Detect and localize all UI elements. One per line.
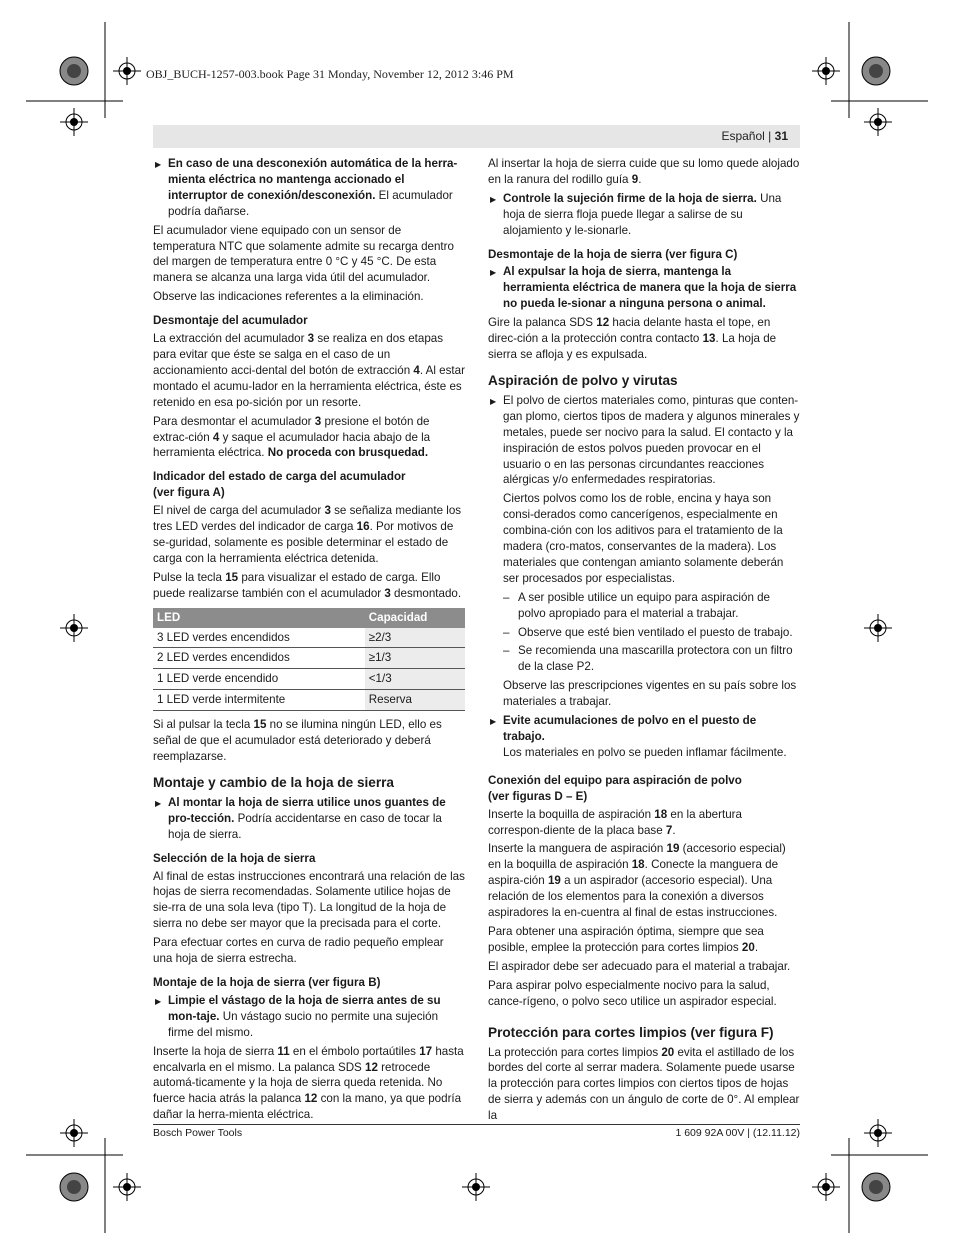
table-row: 3 LED verdes encendidos ≥2/3 <box>153 628 465 648</box>
paragraph: Al final de estas instrucciones encontrará una relación de las hojas de sierra recomendadas. Solamente utilice hojas de sie-rra de una sola leva (tipo T). La longitud de la hoja de sierra no debe ser mayor que la precisada para el corte. <box>153 869 465 931</box>
table-row: 1 LED verde encendido <1/3 <box>153 669 465 690</box>
table-row: 2 LED verdes encendidos ≥1/3 <box>153 648 465 669</box>
paragraph: El acumulador viene equipado con un sensor de temperatura NTC que solamente admite su recarga dentro del margen de temperatura entre 0 °C y 45 °C. De esta manera se alcanza una larga vida útil del acumulador. <box>153 223 454 285</box>
footer-brand: Bosch Power Tools <box>153 1127 243 1139</box>
table-header: LED <box>153 608 365 628</box>
footer-rule <box>153 1124 800 1125</box>
subheading: Selección de la hoja de sierra <box>153 851 316 865</box>
paragraph: Para desmontar el acumulador 3 presione el botón de extrac-ción 4 y saque el acumulador hacia abajo de la herramienta eléctrica. No proceda con brusquedad. <box>153 414 431 460</box>
paragraph: La extracción del acumulador 3 se realiza en dos etapas para evitar que éste se salga en el caso de un accionamiento acci-dental del botón de extracción 4. Al estar montado el acumu-lador en la herramienta eléctrica, éste es retenido en esa po-sición por un resorte. <box>153 332 465 409</box>
left-column <box>153 156 465 1126</box>
paragraph: Inserte la boquilla de aspiración 18 en la abertura correspon-diente de la placa base 7. <box>488 807 742 837</box>
header-language: Español <box>721 129 765 143</box>
section-heading: Protección para cortes limpios (ver figura F) <box>488 1024 774 1040</box>
running-header <box>153 125 800 148</box>
subheading: Indicador del estado de carga del acumulador (ver figura A) <box>153 470 406 500</box>
led-capacity-table <box>153 608 465 712</box>
list-item: – Observe que esté bien ventilado el puesto de trabajo. <box>488 625 800 641</box>
paragraph: Observe las prescripciones vigentes en su país sobre los materiales a trabajar. <box>503 679 797 709</box>
table-row: 1 LED verde intermitente Reserva <box>153 690 465 711</box>
paragraph: La protección para cortes limpios 20 evita el astillado de los bordes del corte al serrar madera. Solamente puede usarse la protección para cortes limpios con ciertos tipos de hojas de sierra y además con un ángulo de corte de 0°. Al emplear la <box>488 1045 800 1123</box>
safety-bullet: ▶ Limpie el vástago de la hoja de sierra antes de su mon-taje. Un vástago sucio no permite una sujeción firme del mismo. <box>153 993 465 1041</box>
safety-bullet: ▶ Al montar la hoja de sierra utilice unos guantes de pro-tección. Podría accidentarse en caso de tocar la hoja de sierra. <box>153 795 465 843</box>
safety-bullet: ▶ El polvo de ciertos materiales como, pinturas que conten-gan plomo, ciertos tipos de madera y algunos minerales y metales, puede ser nocivo para la salud. El contacto y la inspiración de estos polvos pueden provocar en el usuario o en las personas circundantes reacciones alérgicas y/o enfermedades respiratorias. <box>488 393 800 488</box>
paragraph: Ciertos polvos como los de roble, encina y haya son consi-derados como cancerígenos, especialmente en combina-ción con los aditivos para el tratamiento de la madera (cro-matos, conservantes de la madera). Los materiales que contengan amianto solamente deberán ser procesados por especialistas. <box>503 492 784 585</box>
paragraph: Para obtener una aspiración óptima, siempre que sea posible, emplee la protección para cortes limpios 20. <box>488 924 764 954</box>
safety-bullet: ▶ Evite acumulaciones de polvo en el puesto de trabajo. Los materiales en polvo se pueden inflamar fácilmente. <box>488 713 800 761</box>
paragraph: Si al pulsar la tecla 15 no se ilumina ningún LED, ello es señal de que el acumulador está deteriorado y deberá reemplazarse. <box>153 718 442 763</box>
paragraph: Para efectuar cortes en curva de radio pequeño emplear una hoja de sierra estrecha. <box>153 936 444 966</box>
paragraph: El aspirador debe ser adecuado para el material a trabajar. <box>488 959 791 973</box>
subheading: Conexión del equipo para aspiración de polvo (ver figuras D – E) <box>488 773 742 803</box>
print-slug: OBJ_BUCH-1257-003.book Page 31 Monday, November 12, 2012 3:46 PM <box>146 67 514 81</box>
paragraph: El nivel de carga del acumulador 3 se señaliza mediante los tres LED verdes del indicador de carga 16. Por motivos de se-guridad, solamente es posible determinar el estado de carga con la herramienta eléctrica detenida. <box>153 504 462 565</box>
footer-code: 1 609 92A 00V | (12.11.12) <box>675 1127 800 1139</box>
list-item: – Se recomienda una mascarilla protectora con un filtro de la clase P2. <box>488 643 800 675</box>
paragraph: Inserte la manguera de aspiración 19 (accesorio especial) en la boquilla de aspiración 18. Conecte la manguera de aspira-ción 19 a un aspirador (accesorio especial). Una relación de los elementos para la conexión a diversos aspiradores la en-cuentra al final de estas instrucciones. <box>488 842 786 920</box>
header-text <box>721 129 788 143</box>
header-separator: | <box>768 129 772 143</box>
section-heading: Montaje y cambio de la hoja de sierra <box>153 774 394 790</box>
paragraph: Inserte la hoja de sierra 11 en el émbolo portaútiles 17 hasta encalvarla en el mismo. La palanca SDS 12 retrocede automá-ticamente y la hoja de sierra queda retenida. No fuerce hacia atrás la palanca 12 con la mano, ya que podría dañar la herra-mienta eléctrica. <box>153 1044 464 1122</box>
page-number: 31 <box>774 129 788 143</box>
table-header: Capacidad <box>365 608 465 628</box>
safety-bullet: ▶ En caso de una desconexión automática de la herra-mienta eléctrica no mantenga accionado el interruptor de conexión/desconexión. El acumulador podría dañarse. <box>153 156 465 220</box>
right-column <box>488 156 800 1127</box>
paragraph: Al insertar la hoja de sierra cuide que su lomo quede alojado en la ranura del rodillo guía 9. <box>488 157 800 186</box>
safety-bullet: ▶ Al expulsar la hoja de sierra, mantenga la herramienta eléctrica de manera que la hoja de sierra no pueda le-sionar a ninguna persona o animal. <box>488 264 800 312</box>
safety-bullet: ▶ Controle la sujeción firme de la hoja de sierra. Una hoja de sierra floja puede llegar a salirse de su alojamiento y le-sionarle. <box>488 191 800 239</box>
paragraph: Para aspirar polvo especialmente nocivo para la salud, cance-rígeno, o polvo seco utilice un aspirador especial. <box>488 978 777 1008</box>
subheading: Desmontaje de la hoja de sierra (ver figura C) <box>488 247 738 261</box>
paragraph: Gire la palanca SDS 12 hacia delante hasta el tope, en direc-ción a la protección contra contacto 13. La hoja de sierra se afloja y es expulsada. <box>488 316 777 361</box>
list-item: – A ser posible utilice un equipo para aspiración de polvo apropiado para el material a trabajar. <box>488 590 800 622</box>
subheading: Montaje de la hoja de sierra (ver figura B) <box>153 975 381 989</box>
subheading: Desmontaje del acumulador <box>153 314 308 328</box>
paragraph: Observe las indicaciones referentes a la eliminación. <box>153 290 424 304</box>
section-heading: Aspiración de polvo y virutas <box>488 372 678 388</box>
paragraph: Pulse la tecla 15 para visualizar el estado de carga. Ello puede realizarse también con el acumulador 3 desmontado. <box>153 570 462 600</box>
